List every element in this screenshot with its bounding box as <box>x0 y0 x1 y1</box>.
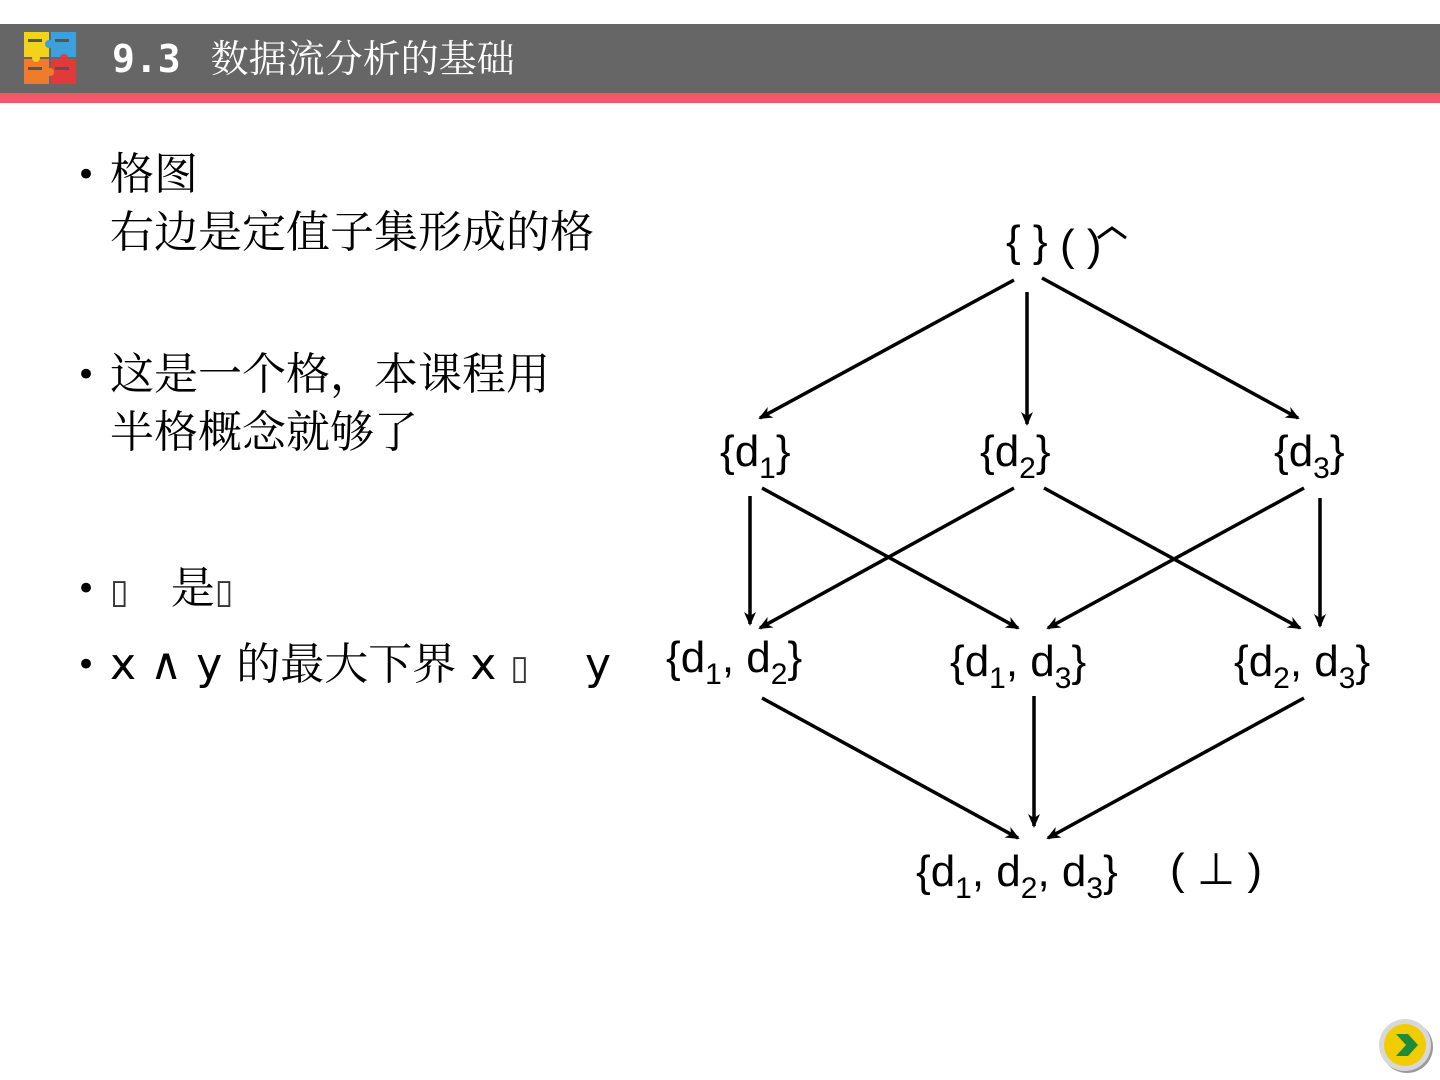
edge-d2-d2d3 <box>1044 488 1300 628</box>
lattice-node-d2-d3: {$d_2$, $d_3$} <box>1234 637 1371 695</box>
node-subscript: 3 <box>1086 872 1104 905</box>
lattice-node-d2 <box>980 427 1051 485</box>
bullet-dot: • <box>76 155 97 195</box>
edge-d2d3-bottom <box>1048 698 1304 838</box>
node-label: { } <box>1006 217 1048 266</box>
lattice-node-d3 <box>1274 427 1345 485</box>
bullet-line: x ∧ y 的最大下界 x <box>110 639 497 690</box>
bottom-annotation: ( ⊥ ) <box>1170 845 1263 894</box>
missing-glyph-icon: ▯ <box>110 572 129 612</box>
bullet-line: 右边是定值子集形成的格 <box>110 207 594 258</box>
bullet-dot: • <box>76 355 97 395</box>
node-label: } <box>775 427 791 476</box>
node-annotation: ( ) <box>1060 221 1102 270</box>
bullet-line: 这是一个格，本课程用 <box>110 349 550 400</box>
lattice-node-d1-d3: {$d_1$, $d_3$} <box>950 637 1087 695</box>
edge-top-d1 <box>760 280 1014 418</box>
section-number: 9.3 <box>112 37 181 81</box>
caret-top-icon <box>1098 228 1126 238</box>
edge-top-d3 <box>1042 278 1298 418</box>
node-subscript: 3 <box>1313 452 1330 485</box>
node-subscript: 1 <box>759 452 776 485</box>
bullet-dot: • <box>76 569 97 609</box>
node-subscript: 3 <box>1054 662 1072 695</box>
node-subscript: 2 <box>1273 662 1290 695</box>
lattice-node-top <box>1006 217 1126 270</box>
bullet-line: 是 <box>170 563 215 614</box>
node-label: {d <box>980 427 1020 476</box>
missing-glyph-icon: ▯ <box>214 572 234 612</box>
lattice-edges <box>750 278 1320 838</box>
node-label: {d <box>720 427 760 476</box>
node-subscript: 2 <box>770 658 788 691</box>
node-label: {d <box>1274 427 1314 476</box>
edge-d1d2-bottom <box>762 698 1018 838</box>
bullet-line: 半格概念就够了 <box>110 407 418 458</box>
node-subscript: 3 <box>1338 662 1356 695</box>
bullet-line: y <box>584 639 611 690</box>
bullet-line: 格图 <box>110 149 198 200</box>
edge-d3-d1d3 <box>1048 488 1304 628</box>
lattice-node-d1 <box>720 427 791 485</box>
node-subscript: 2 <box>1019 452 1036 485</box>
bullet-dot: • <box>76 645 97 685</box>
missing-glyph-icon: ▯ <box>510 648 529 688</box>
node-subscript: 1 <box>989 662 1006 695</box>
node-label: } <box>1329 427 1345 476</box>
lattice-node-bottom: {$d_1$, $d_2$, $d_3$} <box>916 847 1118 905</box>
section-title: 数据流分析的基础 <box>210 37 515 81</box>
node-subscript: 1 <box>955 872 972 905</box>
node-subscript: 2 <box>1020 872 1038 905</box>
lattice-node-d1-d2: {$d_1$, $d_2$} <box>666 633 803 691</box>
next-slide-button[interactable] <box>1376 1016 1434 1074</box>
node-label: } <box>1035 427 1051 476</box>
node-subscript: 1 <box>705 658 722 691</box>
